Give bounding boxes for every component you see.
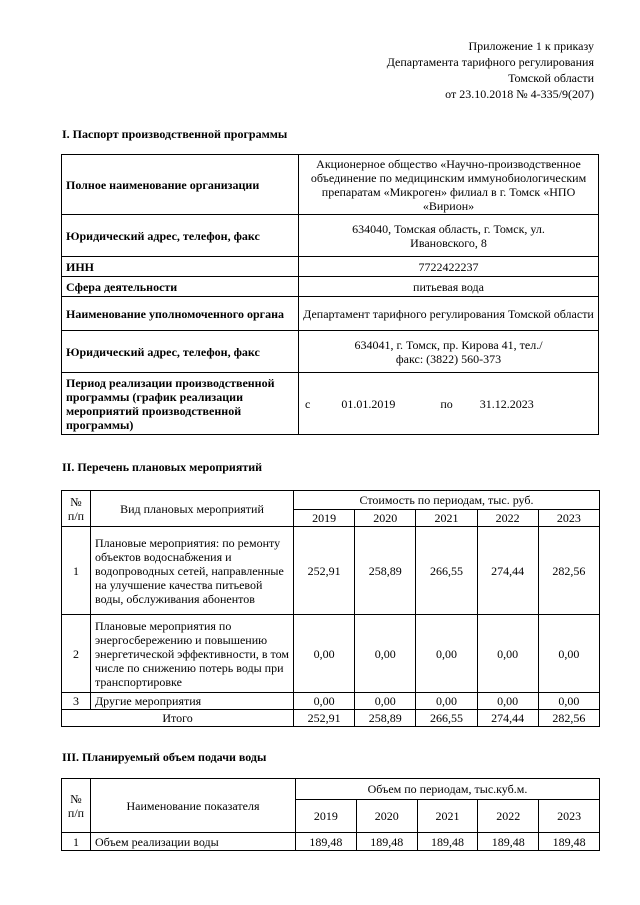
passport-value-text: 634040, Томская область, г. Томск, ул. Ивановского, 8 (352, 221, 545, 250)
year-header: 2021 (417, 800, 478, 833)
volume-table (61, 778, 600, 851)
section3-title: III. Планируемый объем подачи воды (62, 750, 267, 764)
row-value: 0,00 (416, 615, 477, 693)
passport-row (62, 277, 599, 297)
year-header: 2020 (355, 510, 416, 527)
year-header: 2022 (477, 510, 538, 527)
row-value: 0,00 (477, 693, 538, 710)
passport-value (299, 215, 599, 257)
measures-table (61, 490, 600, 727)
year-header: 2023 (538, 510, 599, 527)
period-to: 31.12.2023 (479, 396, 534, 411)
row-value: 0,00 (355, 693, 416, 710)
total-label: Итого (62, 710, 294, 727)
header-line-3: Томской области (508, 71, 594, 85)
row-value: 0,00 (477, 615, 538, 693)
row-value: 282,56 (538, 527, 599, 615)
total-row (62, 710, 600, 727)
passport-label: Полное наименование организации (62, 155, 299, 215)
row-value: 274,44 (477, 527, 538, 615)
row-value: 0,00 (294, 615, 355, 693)
row-num: 3 (62, 693, 91, 710)
header-line-1: Приложение 1 к приказу (468, 39, 594, 53)
passport-row (62, 215, 599, 257)
passport-row (62, 373, 599, 435)
row-value: 0,00 (538, 693, 599, 710)
row-value: 189,48 (478, 833, 539, 851)
passport-label: ИНН (62, 257, 299, 277)
passport-label: Наименование уполномоченного органа (62, 297, 299, 331)
total-value: 266,55 (416, 710, 477, 727)
period-to-label: по (440, 396, 453, 411)
row-value: 0,00 (294, 693, 355, 710)
row-value: 189,48 (356, 833, 417, 851)
passport-label: Сфера деятельности (62, 277, 299, 297)
section1-title: I. Паспорт производственной программы (62, 127, 288, 141)
passport-row (62, 257, 599, 277)
col-name-header: Вид плановых мероприятий (91, 491, 294, 527)
passport-value: питьевая вода (299, 277, 599, 297)
total-value: 258,89 (355, 710, 416, 727)
period-from-label: с (305, 396, 311, 411)
header-row (62, 779, 600, 800)
table-row (62, 615, 600, 693)
period-from: 01.01.2019 (341, 396, 396, 411)
row-value: 0,00 (538, 615, 599, 693)
header-line-4: от 23.10.2018 № 4-335/9(207) (445, 87, 594, 101)
total-value: 282,56 (538, 710, 599, 727)
row-value: 189,48 (296, 833, 357, 851)
order-header (387, 38, 594, 102)
row-value: 266,55 (416, 527, 477, 615)
table-row (62, 833, 600, 851)
row-value: 189,48 (539, 833, 600, 851)
passport-label: Юридический адрес, телефон, факс (62, 331, 299, 373)
row-name: Плановые мероприятия: по ремонту объектов водоснабжения и водопроводных сетей, направленные на улучшение качества питьевой воды, обслуживания абонентов (91, 527, 294, 615)
row-num: 2 (62, 615, 91, 693)
col-num-header: № п/п (62, 779, 91, 833)
year-header: 2023 (539, 800, 600, 833)
header-line-2: Департамента тарифного регулирования (386, 55, 594, 69)
row-value: 258,89 (355, 527, 416, 615)
passport-row (62, 331, 599, 373)
col-num-header: № п/п (62, 491, 91, 527)
row-value: 189,48 (417, 833, 478, 851)
col-name-header: Наименование показателя (91, 779, 296, 833)
row-value: 0,00 (355, 615, 416, 693)
row-num: 1 (62, 527, 91, 615)
row-name: Объем реализации воды (91, 833, 296, 851)
total-value: 274,44 (477, 710, 538, 727)
passport-value-text: 634041, г. Томск, пр. Кирова 41, тел./факс: (3822) 560-373 (354, 337, 543, 366)
total-value: 252,91 (294, 710, 355, 727)
col-group-header: Стоимость по периодам, тыс. руб. (294, 491, 600, 510)
passport-value: Акционерное общество «Научно-производственное объединение по медицинским иммунобиологическим препаратам «Микроген» филиал в г. Томск «НПО «Вирион» (299, 155, 599, 215)
row-value: 0,00 (416, 693, 477, 710)
passport-label: Юридический адрес, телефон, факс (62, 215, 299, 257)
year-header: 2022 (478, 800, 539, 833)
row-name: Плановые мероприятия по энергосбережению и повышению энергетической эффективности, в том числе по снижению потерь воды при транспортировке (91, 615, 294, 693)
year-header: 2020 (356, 800, 417, 833)
header-row (62, 491, 600, 510)
passport-value: 7722422237 (299, 257, 599, 277)
passport-row (62, 155, 599, 215)
year-header: 2021 (416, 510, 477, 527)
year-header: 2019 (294, 510, 355, 527)
passport-label: Период реализации производственной программы (график реализации мероприятий производственной программы) (62, 373, 299, 435)
passport-period (299, 373, 599, 435)
passport-row (62, 297, 599, 331)
row-num: 1 (62, 833, 91, 851)
row-name: Другие мероприятия (91, 693, 294, 710)
table-row (62, 527, 600, 615)
passport-value: Департамент тарифного регулирования Томской области (299, 297, 599, 331)
passport-value (299, 331, 599, 373)
col-group-header: Объем по периодам, тыс.куб.м. (296, 779, 600, 800)
table-row (62, 693, 600, 710)
year-header: 2019 (296, 800, 357, 833)
passport-table (61, 154, 599, 435)
row-value: 252,91 (294, 527, 355, 615)
section2-title: II. Перечень плановых мероприятий (62, 460, 263, 474)
